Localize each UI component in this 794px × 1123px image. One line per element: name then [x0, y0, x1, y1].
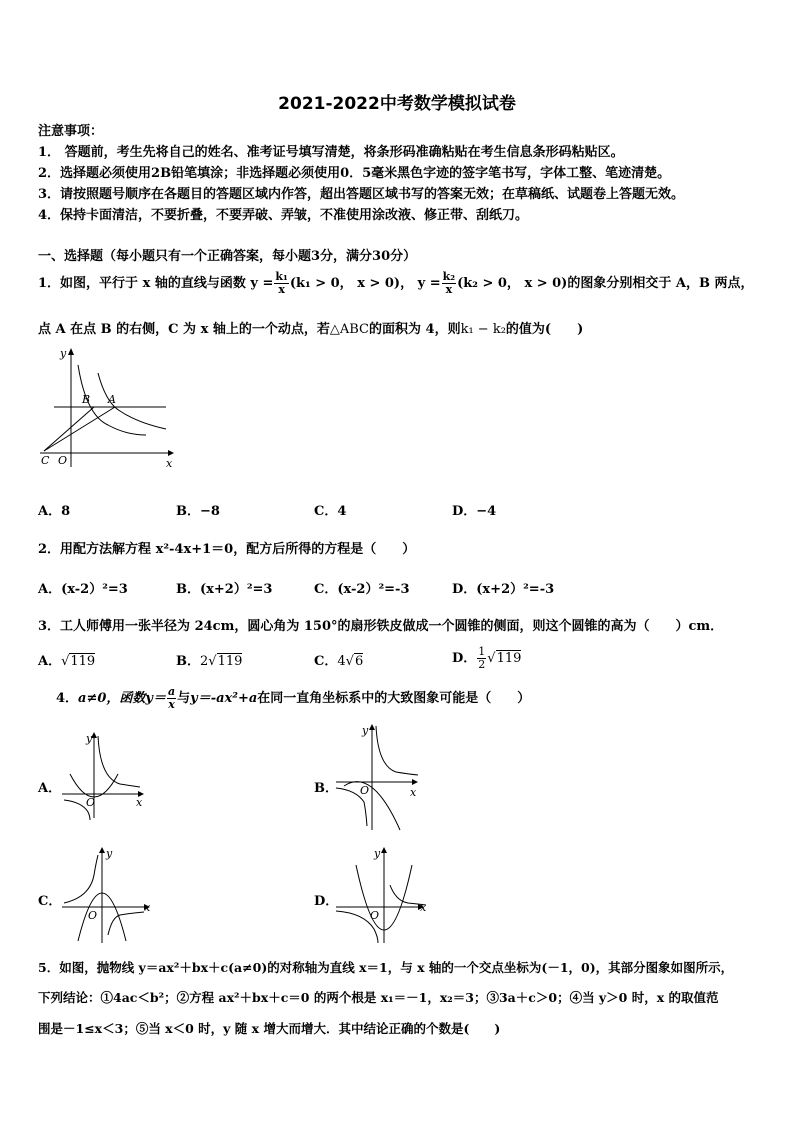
q1-fig-y-label: y	[60, 347, 67, 360]
q4-b-origin: O	[360, 784, 370, 797]
q1-func1-lhs: y =	[250, 276, 274, 291]
q1-fig-O-label: O	[58, 454, 68, 467]
q3-option-c[interactable]	[314, 650, 363, 669]
q4-text-end: 在同一直角坐标系中的大致图象可能是（ ）	[257, 691, 531, 706]
q1-line2-end: 的值为( )	[505, 322, 584, 337]
q5-line-2: 下列结论：①4ac＜b²；②方程 ax²＋bx＋c＝0 的两个根是 x₁＝－1，x₂＝3；③3a＋c＞0；④当 y＞0 时，x 的取值范	[38, 990, 719, 1005]
q1-line-2	[38, 318, 583, 337]
q2-option-a[interactable]: A．(x-2）²=3	[38, 582, 128, 597]
notice-item-2: 2．选择题必须使用2B铅笔填涂；非选择题必须使用0．5毫米黑色字迹的签字笔书写，字体工整、笔迹清楚。	[38, 166, 671, 181]
q1-text: 1．如图，平行于 x 轴的直线与函数	[38, 276, 246, 291]
page-title: 2021-2022中考数学模拟试卷	[278, 94, 516, 114]
q3-option-c-radicand: 6	[354, 654, 364, 669]
sqrt-symbol: √	[208, 654, 217, 669]
q5-line-3: 围是－1≤x＜3；⑤当 x＜0 时，y 随 x 增大而增大．其中结论正确的个数是( )	[38, 1021, 501, 1036]
q1-func1-cond: (k₁ > 0， x > 0)	[289, 276, 401, 291]
q3-option-a-label: A．	[38, 654, 62, 669]
q4-c-x-label: x	[144, 901, 151, 914]
q4-option-c-graph[interactable]	[60, 845, 160, 945]
q2-stem: 2．用配方法解方程 x²-4x+1＝0，配方后所得的方程是（ ）	[38, 542, 416, 557]
q5-line-1: 5．如图，抛物线 y＝ax²＋bx＋c(a≠0)的对称轴为直线 x＝1，与 x 轴的一个交点坐标为(－1，0)，其部分图象如图所示，	[38, 960, 734, 975]
q4-number: 4．	[56, 691, 79, 706]
q4-a-y-label: y	[86, 732, 93, 745]
q1-fig-B-label: B	[82, 393, 91, 406]
q4-func1-fraction	[167, 686, 176, 711]
q3-option-d-den: 2	[478, 658, 486, 671]
notice-heading: 注意事项：	[38, 124, 104, 139]
notice-item-3: 3．请按照题号顺序在各题目的答题区域内作答，超出答题区域书写的答案无效；在草稿纸、试题卷上答题无效。	[38, 187, 685, 202]
q1-text-end: 的图象分别相交于 A，B 两点，	[567, 276, 754, 291]
q1-option-d[interactable]: D．−4	[452, 504, 497, 519]
q3-option-a-radicand: 119	[70, 654, 96, 669]
sqrt-symbol: √	[61, 654, 70, 669]
q1-option-b[interactable]: B．−8	[176, 504, 220, 519]
q4-option-b-label[interactable]: B．	[314, 781, 338, 796]
q1-fig-x-label: x	[166, 457, 173, 470]
q4-func2: y＝-ax²+a	[190, 691, 258, 706]
q4-option-d-graph[interactable]	[334, 845, 434, 945]
q1-expr: k₁ − k₂	[460, 322, 506, 337]
sqrt-symbol: √	[487, 651, 496, 666]
q3-option-d-num: 1	[478, 645, 486, 658]
section-heading: 一、选择题（每小题只有一个正确答案，每小题3分，满分30分）	[38, 249, 417, 264]
q4-d-origin: O	[370, 909, 380, 922]
q2-option-b[interactable]: B．(x+2）²=3	[176, 582, 273, 597]
q1-option-c[interactable]: C．4	[314, 504, 347, 519]
q1-func1-num: k₁	[275, 270, 288, 283]
q1-func1-fraction	[274, 271, 288, 296]
notice-item-4: 4．保持卡面清洁，不要折叠，不要弄破、弄皱，不准使用涂改液、修正带、刮纸刀。	[38, 208, 529, 223]
q3-option-c-label: C．	[314, 654, 338, 669]
q3-option-b[interactable]	[176, 650, 242, 669]
q1-func2-num: k₂	[442, 270, 456, 283]
q1-fig-A-label: A	[108, 393, 116, 406]
q4-c-origin: O	[88, 909, 98, 922]
q4-c-y-label: y	[106, 847, 113, 860]
q4-b-x-label: x	[410, 786, 417, 799]
q4-stem	[56, 684, 530, 714]
q3-option-b-coef: 2	[200, 654, 209, 669]
q2-option-c[interactable]: C．(x-2）²=-3	[314, 582, 410, 597]
q1-func2-den: x	[445, 283, 453, 296]
q3-option-c-coef: 4	[337, 654, 346, 669]
q1-func1-den: x	[278, 283, 285, 296]
q4-option-a-label[interactable]: A．	[38, 781, 62, 796]
q2-option-d[interactable]: D．(x+2）²=-3	[452, 582, 555, 597]
q4-func1-den: x	[168, 698, 175, 711]
q4-func1-num: a	[167, 685, 176, 698]
q4-option-c-label[interactable]: C．	[38, 894, 62, 909]
q1-line2-mid: 的面积为 4，则	[369, 322, 461, 337]
q4-func1-lhs: y＝	[145, 691, 166, 706]
q4-option-a-graph[interactable]	[60, 730, 150, 820]
q3-option-d-label: D．	[452, 651, 477, 666]
q1-sep: ，	[400, 276, 414, 291]
q1-figure	[38, 345, 178, 470]
q3-stem: 3．工人师傅用一张半径为 24cm，圆心角为 150°的扇形铁皮做成一个圆锥的侧面，则这个圆锥的高为（ ）cm．	[38, 619, 724, 634]
q1-func2-lhs: y =	[417, 276, 441, 291]
q1-line-1	[38, 269, 753, 299]
q1-line2-text: 点 A 在点 B 的右侧，C 为 x 轴上的一个动点，若	[38, 322, 330, 337]
q4-a-x-label: x	[136, 796, 143, 809]
q3-option-b-radicand: 119	[217, 654, 243, 669]
q4-b-y-label: y	[362, 724, 369, 737]
q3-option-b-label: B．	[176, 654, 200, 669]
q4-d-y-label: y	[374, 847, 381, 860]
q4-condition: a≠0，函数	[78, 691, 146, 706]
q4-d-x-label: x	[420, 901, 427, 914]
q3-option-d[interactable]	[452, 642, 521, 676]
q4-option-d-label[interactable]: D．	[314, 894, 339, 909]
q1-option-a[interactable]: A．8	[38, 504, 71, 519]
q4-option-b-graph[interactable]	[334, 722, 424, 832]
q4-and: 与	[177, 691, 191, 706]
q1-func2-fraction	[442, 271, 456, 296]
q3-option-a[interactable]	[38, 650, 95, 669]
sqrt-symbol: √	[345, 654, 354, 669]
q1-func2-cond: (k₂ > 0， x > 0)	[457, 276, 568, 291]
q3-option-d-fraction	[477, 646, 486, 671]
q4-a-origin: O	[86, 796, 96, 809]
q1-fig-C-label: C	[41, 454, 50, 467]
q3-option-d-radicand: 119	[496, 651, 522, 666]
q1-triangle: △ABC	[329, 322, 369, 337]
notice-item-1: 1． 答题前，考生先将自己的姓名、准考证号填写清楚，将条形码准确粘贴在考生信息条形码粘贴区。	[38, 145, 624, 160]
